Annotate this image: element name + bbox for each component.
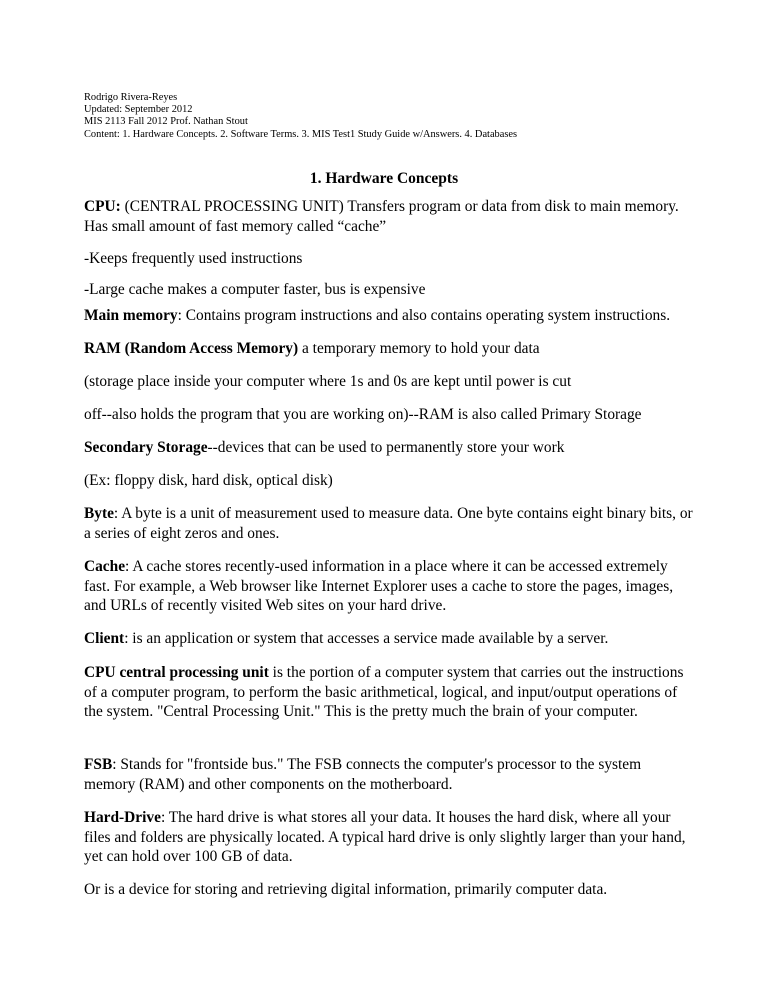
entry-client [84,629,694,649]
entry-ram-line-2 [84,372,694,392]
term-cpu: CPU: [84,198,121,215]
term-fsb: FSB [84,756,113,773]
term-ram: RAM (Random Access Memory) [84,340,299,357]
term-client: Client [84,630,125,647]
term-hard-drive: Hard-Drive [84,809,161,826]
definition-hard-drive: : The hard drive is what stores all your data. It houses the hard disk, where all your files and folders are physically located. A typical hard drive is only slightly larger than your hand, yet can hold over 100 GB of data. [84,809,686,866]
secondary-line-2: (Ex: floppy disk, hard disk, optical disk) [84,472,333,489]
definition-cache: : A cache stores recently-used information in a place where it can be accessed extremely fast. For example, a Web browser like Internet Explorer uses a cache to store the pages, images, and URLs of recently visited Web sites on your hard drive. [84,558,674,615]
entry-ram [84,339,694,359]
term-cache: Cache [84,558,126,575]
content-line: Content: 1. Hardware Concepts. 2. Software Terms. 3. MIS Test1 Study Guide w/Answers. 4. Databases [84,128,518,140]
cpu-note-1: -Keeps frequently used instructions [84,250,303,267]
entry-hard-drive [84,808,694,867]
entry-ram-line-3 [84,405,694,425]
entry-secondary-storage [84,438,694,458]
entry-hard-drive-alt [84,880,694,900]
definition-fsb: : Stands for "frontside bus." The FSB connects the computer's processor to the system memory (RAM) and other components on the motherboard. [84,756,642,793]
term-cpu-2: CPU central processing unit [84,664,269,681]
definition-ram: a temporary memory to hold your data [298,340,540,357]
section-title: 1. Hardware Concepts [309,170,459,187]
hard-drive-alt: Or is a device for storing and retrieving digital information, primarily computer data. [84,881,608,898]
term-byte: Byte [84,505,114,522]
definition-cpu: (CENTRAL PROCESSING UNIT) Transfers program or data from disk to main memory. Has small amount of fast memory called “cache” [84,198,679,235]
ram-line-3: off--also holds the program that you are working on)--RAM is also called Primary Storage [84,406,642,423]
entry-cpu-note-1 [84,249,694,269]
entry-cpu [84,197,694,236]
document-header [84,92,517,141]
entry-main-memory [84,306,694,326]
author-line: Rodrigo Rivera-Reyes [84,92,178,103]
ram-line-2: (storage place inside your computer where 1s and 0s are kept until power is cut [84,373,572,390]
term-secondary-storage: Secondary Storage [84,439,208,456]
definition-cpu-2: is the portion of a computer system that carries out the instructions of a computer program, to perform the basic arithmetical, logical, and input/output operations of the system. "Central Processing Unit." This is the pretty much the brain of your computer. [84,664,684,721]
entry-fsb [84,755,694,794]
definition-secondary-storage: --devices that can be used to permanently store your work [207,439,565,456]
entry-cpu-2 [84,663,694,722]
entry-cpu-note-2 [84,280,694,300]
entry-secondary-line-2 [84,471,694,491]
updated-line: Updated: September 2012 [84,104,193,116]
entry-cache [84,557,694,616]
definition-client: : is an application or system that accesses a service made available by a server. [124,630,609,647]
term-main-memory: Main memory [84,307,178,324]
definition-main-memory: : Contains program instructions and also contains operating system instructions. [177,307,671,324]
cpu-note-2: -Large cache makes a computer faster, bus is expensive [84,281,426,298]
definition-byte: : A byte is a unit of measurement used to measure data. One byte contains eight binary bits, or a series of eight zeros and ones. [84,505,693,542]
entry-byte [84,504,694,543]
course-line: MIS 2113 Fall 2012 Prof. Nathan Stout [84,116,248,128]
